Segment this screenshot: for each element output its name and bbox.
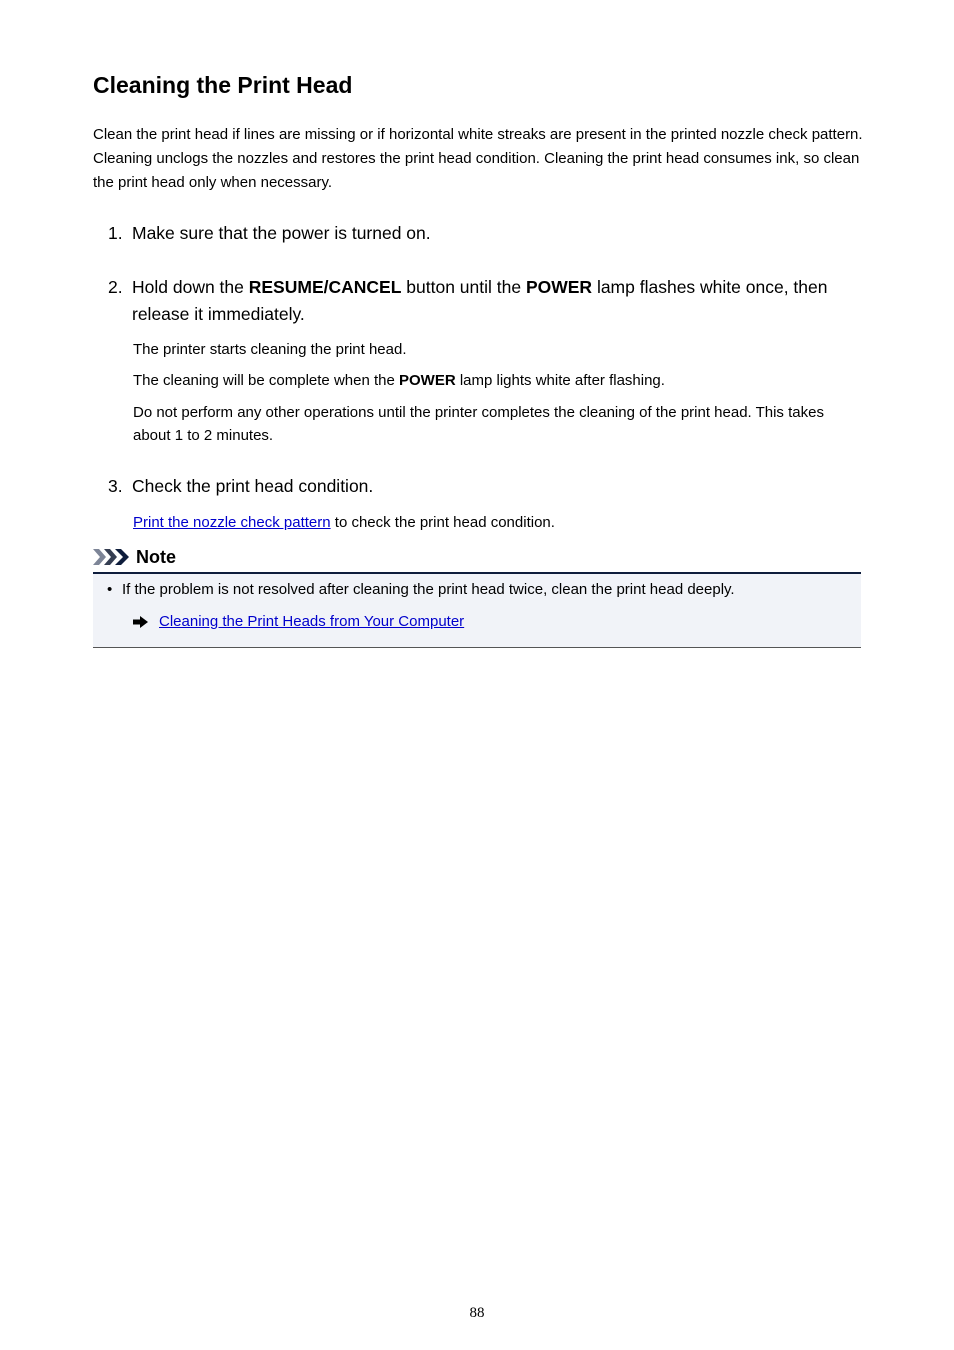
- nozzle-check-link[interactable]: Print the nozzle check pattern: [133, 514, 331, 531]
- step-text: Make sure that the power is turned on.: [132, 223, 431, 243]
- step-number: 2.: [108, 277, 123, 297]
- cleaning-print-heads-link[interactable]: Cleaning the Print Heads from Your Computer: [159, 613, 465, 630]
- page-number: 88: [469, 1305, 485, 1321]
- note-header: [93, 544, 176, 570]
- resume-cancel-button-label: RESUME/CANCEL: [248, 277, 402, 297]
- power-lamp-label: POWER: [399, 372, 456, 389]
- note-text: If the problem is not resolved after cleaning the print head twice, clean the print head deeply.: [122, 581, 735, 598]
- step-text-part: button until the: [401, 277, 526, 297]
- intro-paragraph: Clean the print head if lines are missing or if horizontal white streaks are present in the printed nozzle check pattern. Cleaning unclogs the nozzles and restores the print head condition. Cleaning the print head consumes ink, so clean the print head only when necessary.: [93, 126, 863, 191]
- step-text: [132, 274, 864, 328]
- bullet: •: [107, 581, 113, 598]
- note-link-row: [133, 611, 464, 633]
- detail-text-part: The cleaning will be complete when the: [133, 372, 399, 389]
- note-chevrons-icon: [93, 548, 131, 566]
- step-2-detail-2: [133, 369, 863, 392]
- detail-text-part: lamp lights white after flashing.: [455, 372, 665, 389]
- detail-text-part: to check the print head condition.: [330, 514, 555, 531]
- step-2-detail-3: Do not perform any other operations until the printer completes the cleaning of the print head. This takes about 1 to 2 minutes.: [133, 404, 824, 444]
- arrow-right-icon: [133, 616, 148, 628]
- step-1: [108, 220, 864, 247]
- step-text-part: lamp flashes white once, then release it immediately.: [132, 277, 828, 324]
- step-2-detail-1: The printer starts cleaning the print head.: [133, 341, 407, 358]
- step-number: 3.: [108, 476, 123, 496]
- power-lamp-label: POWER: [525, 277, 593, 297]
- page-title: Cleaning the Print Head: [93, 72, 353, 98]
- note-label: Note: [136, 546, 176, 567]
- step-text: Check the print head condition.: [132, 476, 374, 496]
- step-number: 1.: [108, 223, 123, 243]
- step-3: [108, 473, 864, 500]
- note-item: [107, 579, 735, 601]
- note-box: [93, 572, 861, 648]
- step-text-part: Hold down the: [132, 277, 249, 297]
- step-3-detail: [133, 511, 863, 534]
- step-2: [108, 274, 864, 328]
